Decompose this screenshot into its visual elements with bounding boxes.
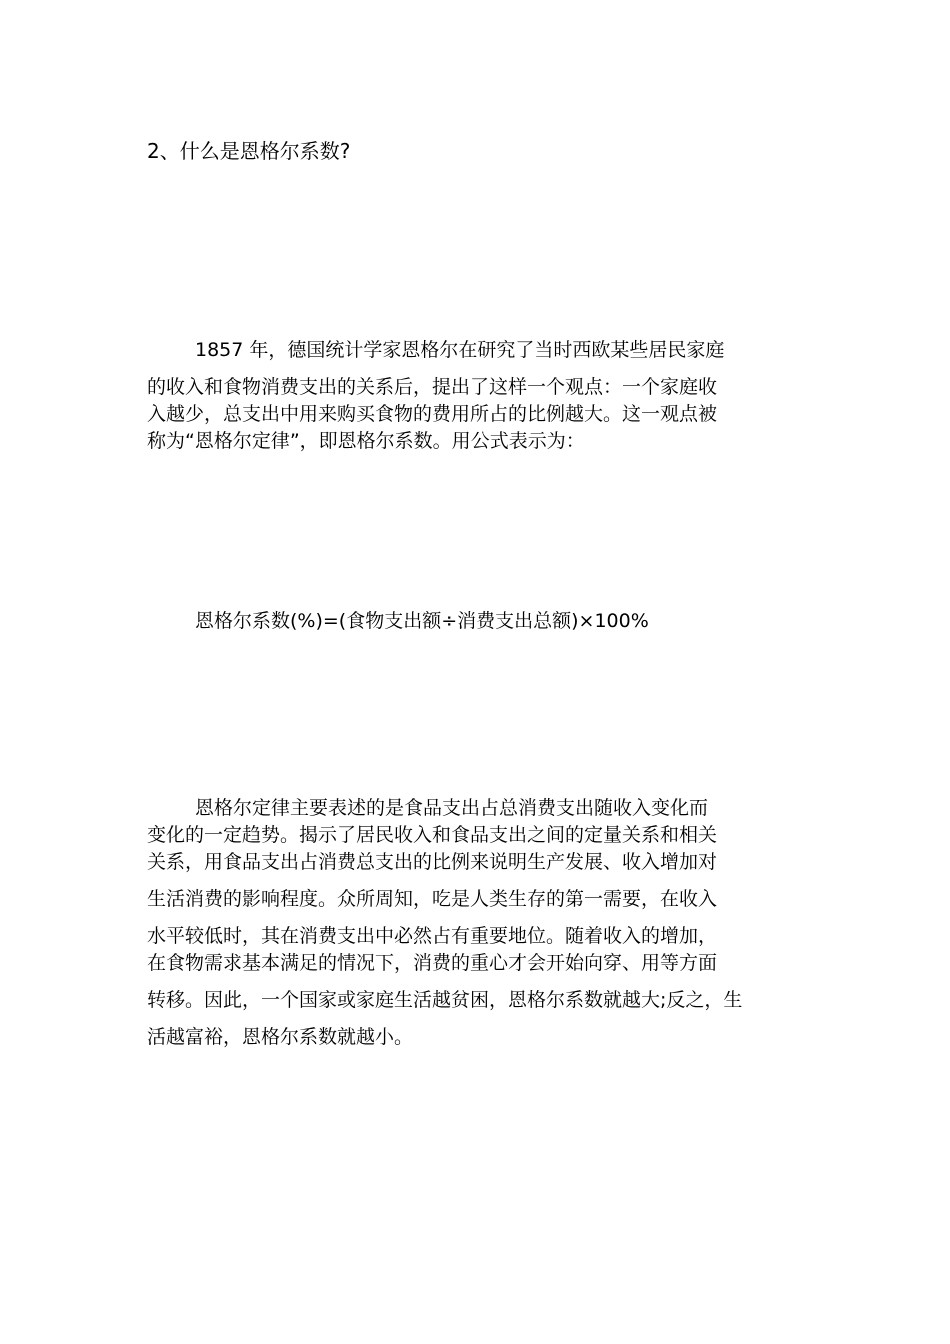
paragraph-engel-law-explanation [147,795,811,1051]
paragraph-line: 转移。因此，一个国家或家庭生活越贫困，恩格尔系数就越大;反之，生 [147,988,743,1011]
paragraph-line: 关系，用食品支出占消费总支出的比例来说明生产发展、收入增加对 [147,850,718,873]
paragraph-line: 的收入和食物消费支出的关系后，提出了这样一个观点：一个家庭收 [147,375,718,398]
paragraph-line: 称为“恩格尔定律”，即恩格尔系数。用公式表示为： [147,429,585,452]
section-heading: 2、什么是恩格尔系数? [147,139,351,163]
paragraph-line: 恩格尔定律主要表述的是食品支出占总消费支出随收入变化而 [195,797,709,819]
engel-coefficient-formula: 恩格尔系数(%)=(食物支出额÷消费支出总额)×100% [195,610,649,632]
paragraph-line: 变化的一定趋势。揭示了居民收入和食品支出之间的定量关系和相关 [147,823,718,846]
paragraph-line: 水平较低时，其在消费支出中必然占有重要地位。随着收入的增加， [147,924,718,947]
paragraph-engel-law-intro [147,337,811,455]
paragraph-line: 1857 年，德国统计学家恩格尔在研究了当时西欧某些居民家庭 [195,339,725,361]
paragraph-line: 生活消费的影响程度。众所周知，吃是人类生存的第一需要，在收入 [147,887,718,910]
paragraph-line: 入越少，总支出中用来购买食物的费用所占的比例越大。这一观点被 [147,402,718,425]
paragraph-line: 在食物需求基本满足的情况下，消费的重心才会开始向穿、用等方面 [147,951,718,974]
paragraph-line: 活越富裕，恩格尔系数就越小。 [147,1025,414,1048]
